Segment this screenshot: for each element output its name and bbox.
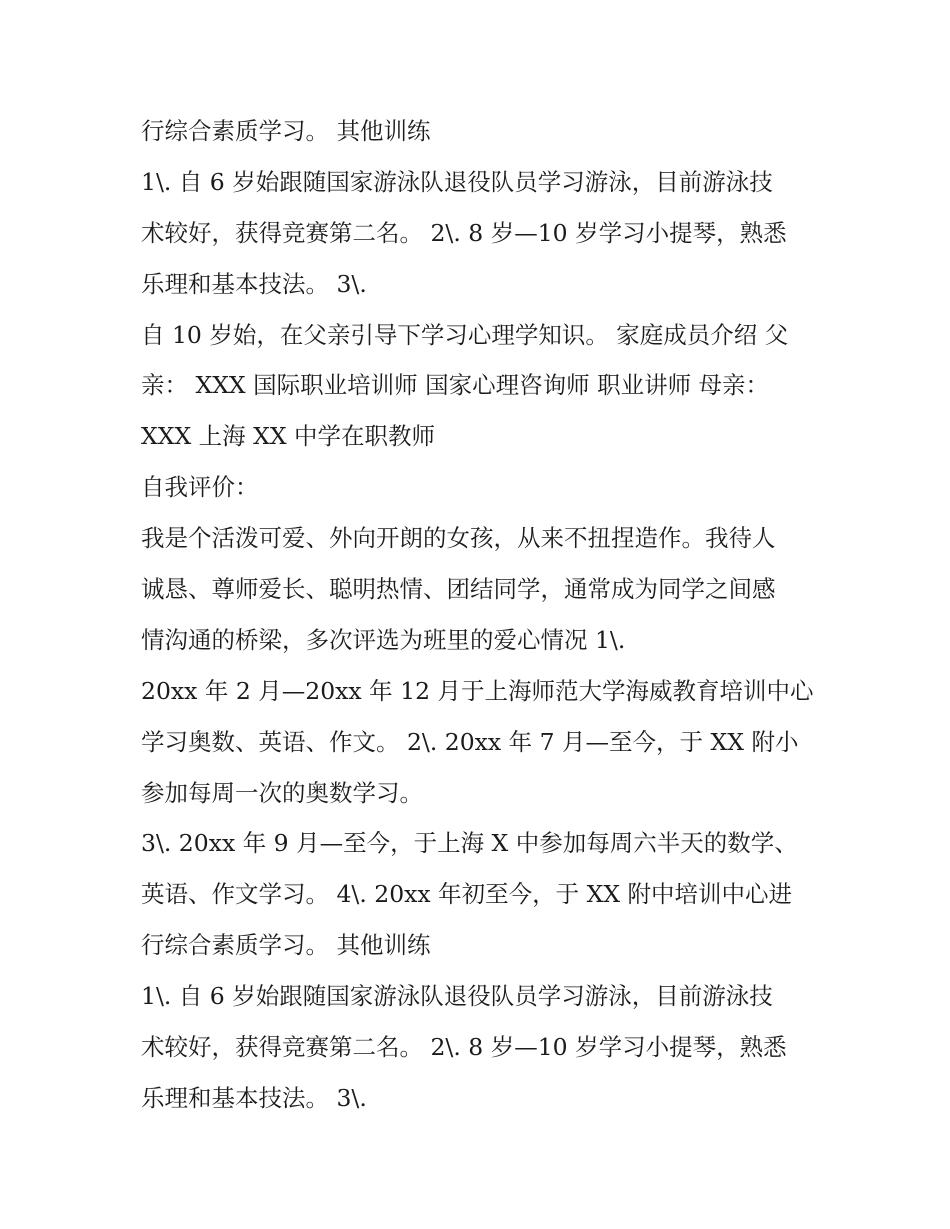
text-line: 学习奥数、英语、作文。 2\. 20xx 年 7 月—至今，于 XX 附小 [141, 727, 799, 756]
document-body [141, 106, 831, 1124]
text-line: 1\. 自 6 岁始跟随国家游泳队退役队员学习游泳，目前游泳技 [141, 167, 773, 196]
text-line: 乐理和基本技法。 3\. [141, 1083, 367, 1112]
text-line: 诚恳、尊师爱长、聪明热情、团结同学，通常成为同学之间感 [141, 575, 776, 604]
text-line: 行综合素质学习。 其他训练 [141, 931, 431, 960]
text-line: 术较好，获得竞赛第二名。 2\. 8 岁—10 岁学习小提琴，熟悉 [141, 1033, 787, 1062]
text-line: 3\. 20xx 年 9 月—至今，于上海 X 中参加每周六半天的数学、 [141, 829, 798, 858]
section-heading-self-evaluation: 自我评价： [141, 473, 259, 502]
text-line: 乐理和基本技法。 3\. [141, 269, 367, 298]
text-line: 自 10 岁始，在父亲引导下学习心理学知识。 家庭成员介绍 父 [141, 320, 789, 349]
text-line: 我是个活泼可爱、外向开朗的女孩，从来不扭捏造作。我待人 [141, 524, 776, 553]
text-line: 术较好，获得竞赛第二名。 2\. 8 岁—10 岁学习小提琴，熟悉 [141, 218, 787, 247]
text-line: 20xx 年 2 月—20xx 年 12 月于上海师范大学海威教育培训中心 [141, 676, 814, 705]
text-line: 亲： XXX 国际职业培训师 国家心理咨询师 职业讲师 母亲： [141, 371, 770, 400]
text-line: 参加每周一次的奥数学习。 [141, 778, 423, 807]
text-line: 情沟通的桥梁，多次评选为班里的爱心情况 1\. [141, 625, 626, 654]
text-line: 英语、作文学习。 4\. 20xx 年初至今，于 XX 附中培训中心进 [141, 880, 793, 909]
text-line: XXX 上海 XX 中学在职教师 [141, 422, 436, 451]
text-line: 行综合素质学习。 其他训练 [141, 117, 431, 145]
text-line: 1\. 自 6 岁始跟随国家游泳队退役队员学习游泳，目前游泳技 [141, 982, 773, 1011]
